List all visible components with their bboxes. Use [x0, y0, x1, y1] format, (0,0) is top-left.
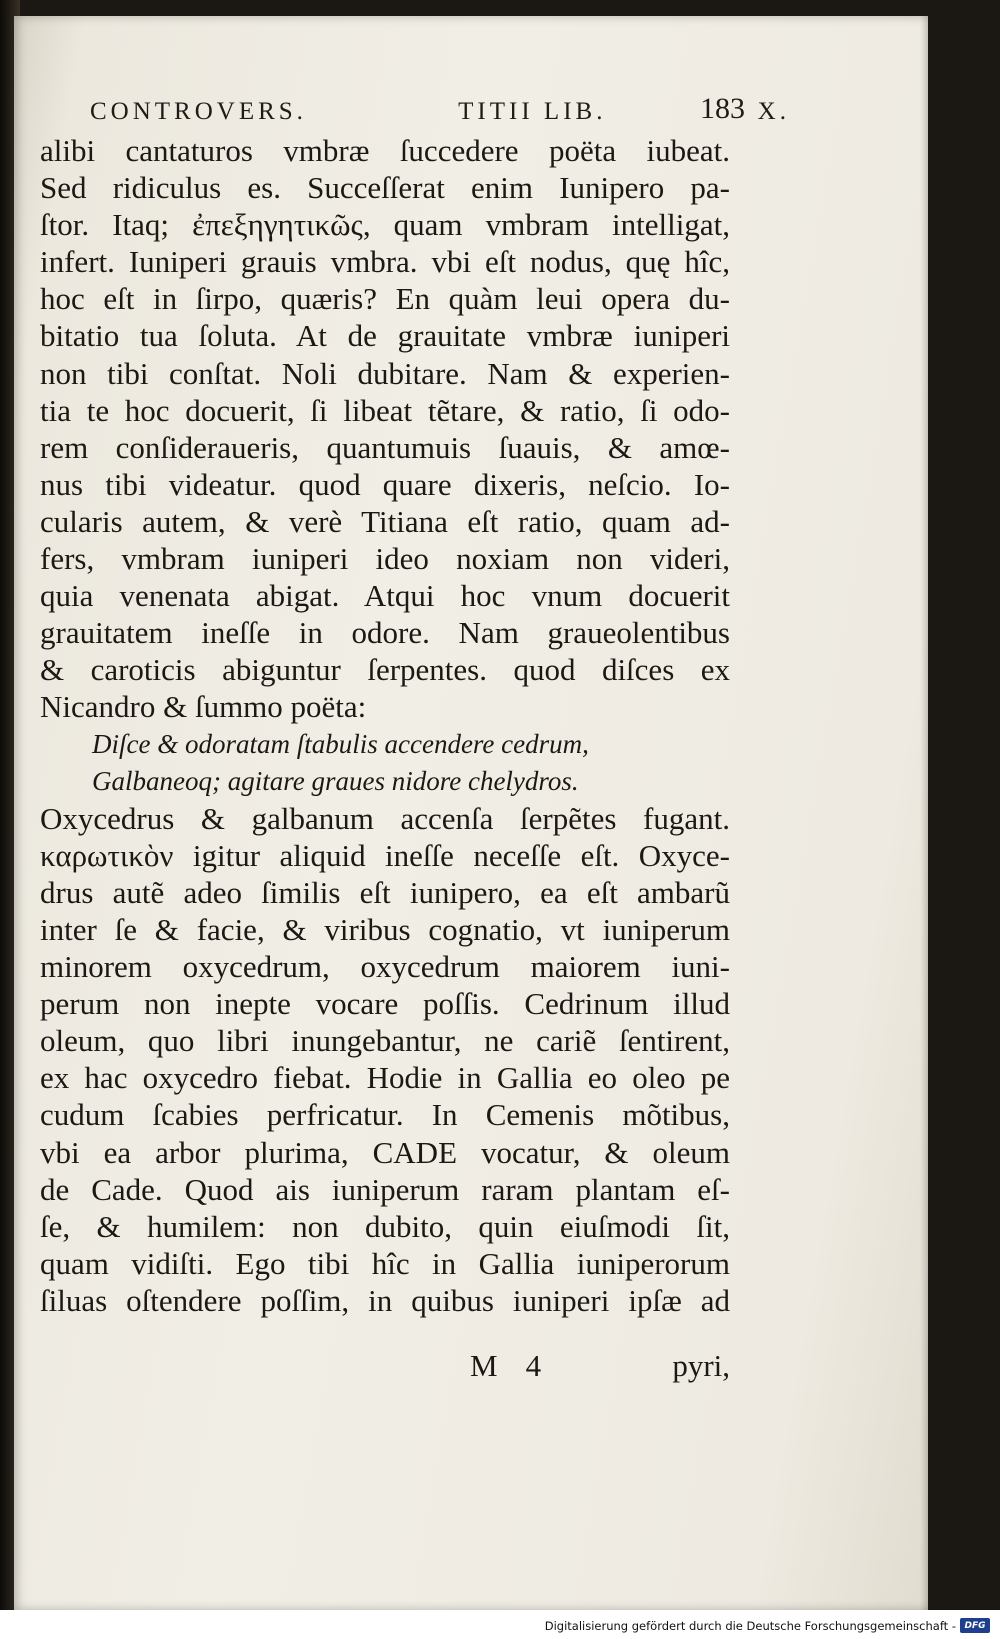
signature-and-catchword: [470, 1348, 730, 1384]
signature-number: 4: [525, 1348, 542, 1383]
text-line: ex hac oxycedro fiebat. Hodie in Gallia eo oleo pe: [40, 1060, 730, 1096]
text-line: quam vidiſti. Ego tibi hîc in Gallia iuniperorum: [40, 1245, 730, 1281]
text-line: quia venenata abigat. Atqui hoc vnum docuerit: [40, 578, 730, 614]
footer-bar: [0, 1610, 1000, 1639]
text-line: ſe, & humilem: non dubito, quin eiuſmodi ſit,: [40, 1208, 730, 1244]
text-line: ſiluas oſtendere poſſim, in quibus iuniperi ipſæ ad: [40, 1282, 730, 1318]
text-line: rem conſideraueris, quantumuis ſuauis, & amœ-: [40, 429, 730, 465]
text-line: Sed ridiculus es. Succeſſerat enim Iunipero pa-: [40, 170, 730, 206]
text-line: alibi cantaturos vmbræ ſuccedere poëta iubeat.: [40, 133, 730, 168]
verse-line: Diſce & odoratam ſtabulis accendere cedrum,: [92, 728, 589, 759]
signature-mark: [470, 1348, 541, 1384]
text-line: bitatio tua ſoluta. At de grauitate vmbræ iuniperi: [40, 318, 730, 354]
page-edge-shadow: [920, 16, 928, 1610]
page-number: 183: [700, 92, 745, 125]
text-line: drus autẽ adeo ſimilis eſt iunipero, ea eſt ambarũ: [40, 874, 730, 910]
text-line: cularis autem, & verè Titiana eſt ratio, quam ad-: [40, 503, 730, 539]
text-line: nus tibi videatur. quod quare dixeris, neſcio. Io-: [40, 466, 730, 502]
text-line: infert. Iuniperi grauis vmbra. vbi eſt nodus, quę hîc,: [40, 244, 730, 280]
catchword: pyri,: [672, 1348, 730, 1383]
text-line: de Cade. Quod ais iuniperum raram plantam eſ-: [40, 1171, 730, 1207]
dfg-logo-icon: DFG: [960, 1618, 990, 1633]
running-head-right: X.: [757, 98, 790, 125]
text-line: Oxycedrus & galbanum accenſa ſerpẽtes fugant.: [40, 800, 730, 836]
text-line: hoc eſt in ſirpo, quæris? En quàm leui opera du-: [40, 281, 730, 317]
running-head: [90, 98, 790, 126]
verse-line: Galbaneoq; agitare graues nidore chelydros.: [92, 765, 579, 796]
text-line: oleum, quo libri inungebantur, ne cariẽ ſentirent,: [40, 1023, 730, 1059]
body-text: [40, 132, 730, 1319]
text-line: grauitatem ineſſe in odore. Nam graueolentibus: [40, 615, 730, 651]
text-line: ſtor. Itaq; ἐπεξηγητικῶς, quam vmbram intelligat,: [40, 207, 730, 243]
text-line: minorem oxycedrum, oxycedrum maiorem iuni-: [40, 949, 730, 985]
funding-credit: Digitalisierung gefördert durch die Deutsche Forschungsgemeinschaft -: [544, 1619, 956, 1633]
text-line: καρωτικὸν igitur aliquid ineſſe neceſſe eſt. Oxyce-: [40, 837, 730, 873]
text-line: fers, vmbram iuniperi ideo noxiam non videri,: [40, 541, 730, 577]
signature-letter: M: [470, 1348, 498, 1383]
running-head-left: CONTROVERS.: [90, 98, 307, 125]
text-line: cudum ſcabies perfricatur. In Cemenis mõtibus,: [40, 1097, 730, 1133]
text-line: Nicandro & ſummo poëta:: [40, 689, 367, 725]
text-line: non tibi conſtat. Noli dubitare. Nam & experien-: [40, 355, 730, 391]
text-line: vbi ea arbor plurima, CADE vocatur, & oleum: [40, 1134, 730, 1170]
running-head-center: TITII LIB.: [458, 98, 607, 125]
text-line: perum non inepte vocare poſſis. Cedrinum illud: [40, 986, 730, 1022]
text-line: & caroticis abiguntur ſerpentes. quod diſces ex: [40, 652, 730, 688]
text-line: tia te hoc docuerit, ſi libeat tẽtare, & ratio, ſi odo-: [40, 392, 730, 428]
text-line: inter ſe & facie, & viribus cognatio, vt iuniperum: [40, 911, 730, 947]
